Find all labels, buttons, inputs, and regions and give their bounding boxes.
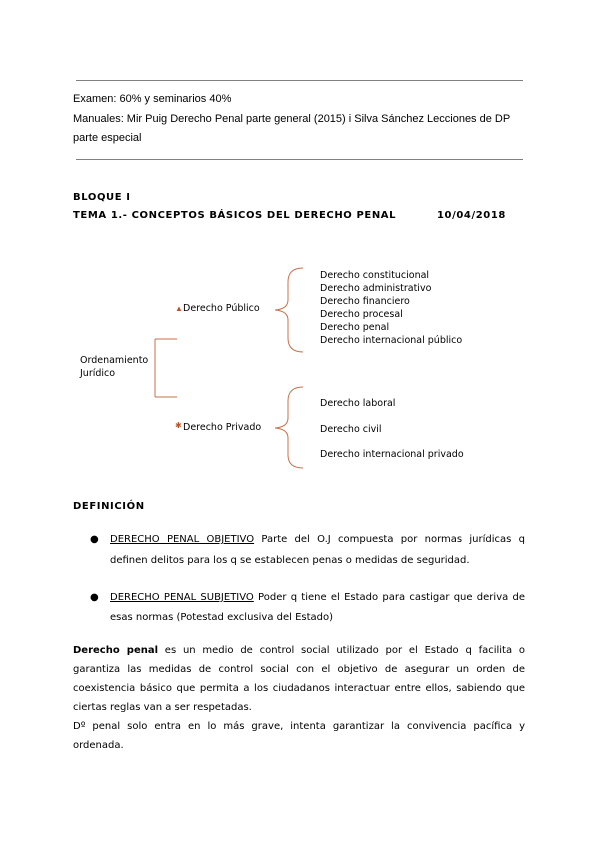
private-law-label: Derecho Privado bbox=[183, 422, 262, 433]
subjective-term: DERECHO PENAL SUBJETIVO bbox=[110, 592, 254, 603]
definition-subjective-line-1 bbox=[110, 588, 525, 607]
definition-objective-line-1 bbox=[110, 530, 525, 549]
paragraph-line-4: ciertas reglas van a ser respetadas. bbox=[73, 702, 252, 713]
private-item: Derecho internacional privado bbox=[320, 449, 464, 460]
bullet-icon: ● bbox=[90, 592, 99, 603]
manuals-line-2: parte especial bbox=[73, 132, 142, 144]
bullet-icon: ● bbox=[90, 534, 99, 545]
paragraph-text: es un medio de control social utilizado por el Estado q facilita o bbox=[158, 645, 525, 656]
paragraph-line-3: coexistencia básico que permita a los ciudadanos interactuar entre ellos, sabiendo que bbox=[73, 683, 525, 694]
objective-term: DERECHO PENAL OBJETIVO bbox=[110, 534, 255, 545]
definition-subjective-line-2: esas normas (Potestad exclusiva del Estado) bbox=[110, 612, 334, 623]
topic-date: 10/04/2018 bbox=[437, 210, 506, 221]
paragraph-line-6: ordenada. bbox=[73, 740, 124, 751]
subjective-text: Poder q tiene el Estado para castigar que deriva de bbox=[253, 592, 525, 603]
root-label-line-1: Ordenamiento bbox=[80, 355, 149, 366]
exam-line: Examen: 60% y seminarios 40% bbox=[73, 93, 232, 105]
public-item: Derecho financiero bbox=[320, 296, 410, 307]
objective-text: Parte del O.J compuesta por normas jurídicas q bbox=[254, 534, 525, 545]
block-title: BLOQUE I bbox=[73, 192, 131, 203]
public-item: Derecho constitucional bbox=[320, 270, 430, 281]
public-law-label: Derecho Público bbox=[183, 303, 260, 314]
private-item: Derecho civil bbox=[320, 424, 382, 435]
root-label-line-2: Jurídico bbox=[80, 368, 116, 379]
public-item: Derecho procesal bbox=[320, 309, 403, 320]
paragraph-line-5: Dº penal solo entra en lo más grave, intenta garantizar la convivencia pacífica y bbox=[73, 721, 525, 732]
paragraph-line-1 bbox=[73, 641, 525, 660]
public-item: Derecho internacional público bbox=[320, 335, 463, 346]
public-item: Derecho administrativo bbox=[320, 283, 432, 294]
public-bullet-icon: ▲ bbox=[175, 304, 183, 313]
paragraph-term: Derecho penal bbox=[73, 645, 159, 656]
paragraph-line-2: garantiza las medidas de control social con el objetivo de asegurar un orden de bbox=[73, 664, 525, 675]
definition-objective-line-2: definen delitos para los q se establecen penas o medidas de seguridad. bbox=[110, 555, 470, 566]
private-bullet-icon: ✱ bbox=[175, 421, 182, 430]
public-item: Derecho penal bbox=[320, 322, 390, 333]
manuals-line-1: Manuales: Mir Puig Derecho Penal parte general (2015) i Silva Sánchez Lecciones de DP bbox=[73, 113, 511, 125]
definition-heading: DEFINICIÓN bbox=[73, 501, 145, 512]
private-item: Derecho laboral bbox=[320, 398, 396, 409]
topic-title: TEMA 1.- CONCEPTOS BÁSICOS DEL DERECHO PENAL bbox=[73, 210, 397, 221]
